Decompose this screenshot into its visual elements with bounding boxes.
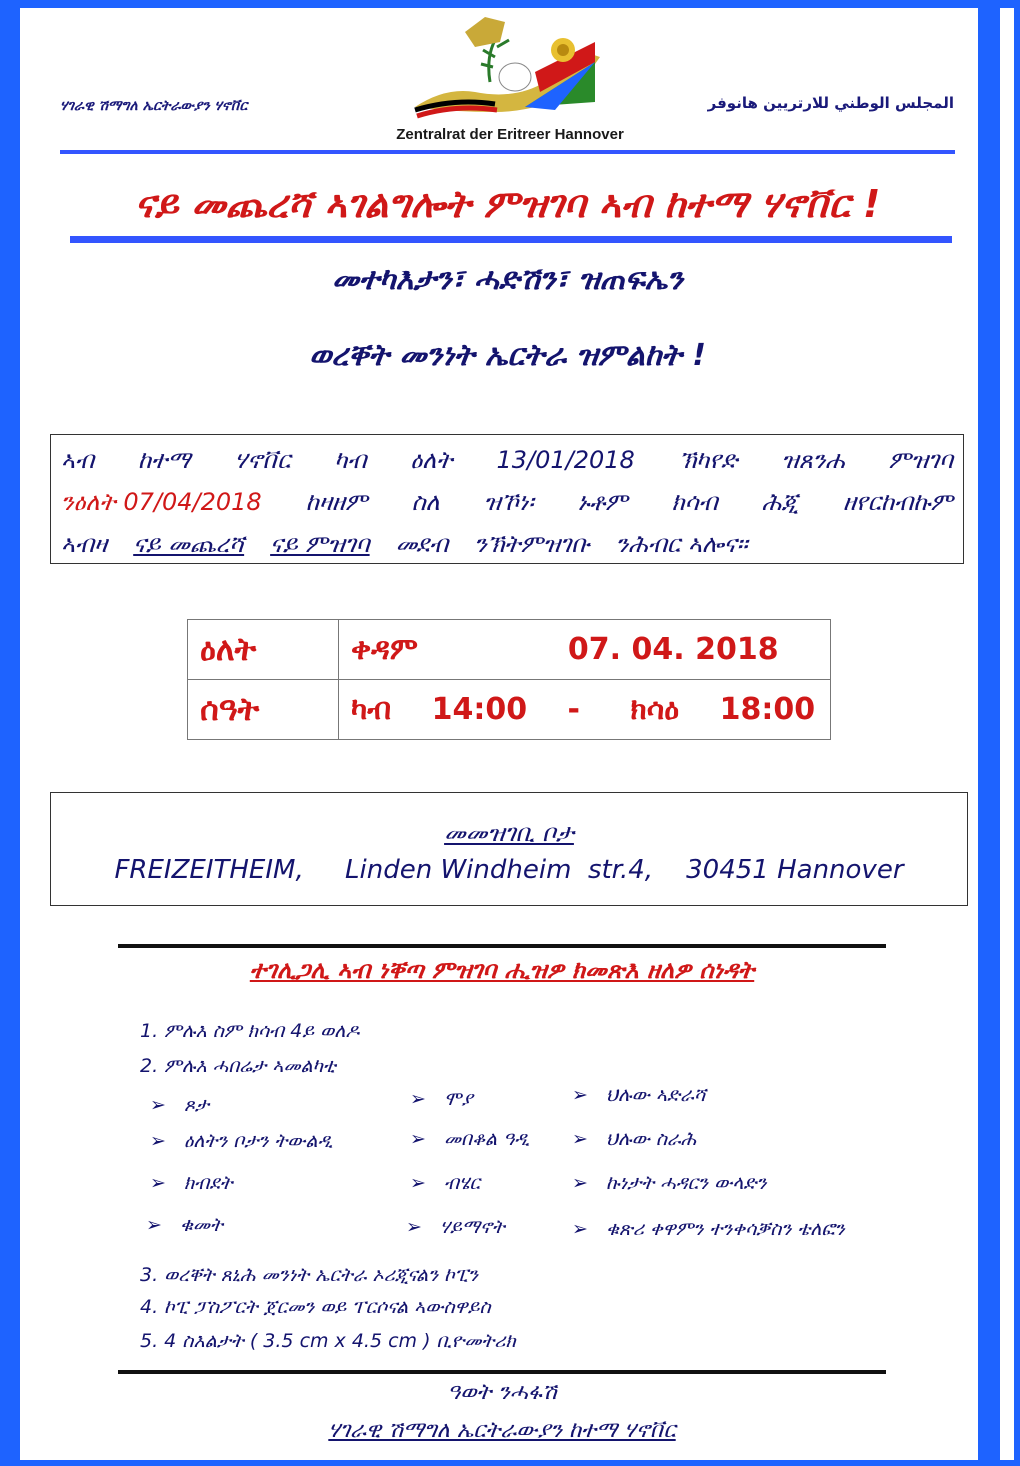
notice-word: ንሕብር ኣሎና። xyxy=(615,530,748,558)
time-dash: - xyxy=(567,692,580,727)
notice-word: ኽካየድ xyxy=(678,446,738,474)
arrow-bullet-icon: ➢ xyxy=(410,1128,426,1150)
date-cell xyxy=(339,620,831,680)
bullet-item xyxy=(146,1214,223,1236)
notice-word: ንኽትምዝገቡ xyxy=(474,530,590,558)
date-label: ዕለት xyxy=(188,620,339,680)
requirements-bottom-rule xyxy=(118,1370,886,1374)
arrow-bullet-icon: ➢ xyxy=(406,1216,422,1238)
notice-line-2 xyxy=(61,481,953,523)
bullet-label: ቁመት xyxy=(180,1214,223,1236)
requirement-item-2: 2. ምሉእ ሓበሬታ ኣመልካቲ xyxy=(140,1055,336,1077)
notice-word: ክሳብ xyxy=(671,488,718,516)
bullet-label: ሞያ xyxy=(444,1088,473,1110)
bullet-label: ቁጽሪ ቀዋምን ተንቀሳቓስን ቴለፎን xyxy=(606,1218,845,1240)
arrow-bullet-icon: ➢ xyxy=(572,1084,588,1106)
requirement-item-4: 4. ኮፒ ፓስፖርት ጀርመን ወይ ፐርሶናል ኣውስዋይስ xyxy=(140,1296,491,1318)
header-right-org: المجلس الوطني للارتريين هانوفر xyxy=(707,94,954,112)
notice-underlined-final: ናይ መጨረሻ xyxy=(133,530,245,558)
notice-word: ከተማ xyxy=(138,446,191,474)
header-divider xyxy=(60,150,955,154)
requirement-item-1: 1. ምሉእ ስም ክሳብ 4ይ ወለዶ xyxy=(140,1020,360,1042)
arrow-bullet-icon: ➢ xyxy=(150,1094,166,1116)
title-underline xyxy=(70,236,952,243)
notice-word: መደብ xyxy=(395,530,449,558)
time-cell xyxy=(339,680,831,740)
arrow-bullet-icon: ➢ xyxy=(572,1128,588,1150)
bullet-item xyxy=(150,1172,233,1194)
subtitle-line-1: መተካእታን፣ ሓድሽን፣ ዝጠፍኤን xyxy=(331,262,683,297)
requirement-item-3: 3. ወረቐት ጸኒሕ መንነት ኤርትራ ኦሪጂናልን ኮፒን xyxy=(140,1264,479,1286)
arrow-bullet-icon: ➢ xyxy=(572,1172,588,1194)
bullet-item xyxy=(410,1172,480,1194)
notice-word: ሃኖቨር xyxy=(234,446,291,474)
notice-word: ዘየርከብኩም xyxy=(843,488,953,516)
location-box xyxy=(50,792,968,906)
frame-bottom-border xyxy=(0,1460,1020,1466)
bullet-label: ኩነታት ሓዳርን ውላድን xyxy=(606,1172,767,1194)
bullet-label: ህሉው ስራሕ xyxy=(606,1128,697,1150)
notice-start-date: 13/01/2018 xyxy=(496,446,635,474)
bullet-item xyxy=(150,1130,333,1152)
from-time: 14:00 xyxy=(431,692,528,727)
weekday: ቀዳም xyxy=(351,632,418,667)
bullet-item xyxy=(572,1084,706,1106)
signature-slogan: ዓወት ንሓፋሽ xyxy=(447,1380,557,1405)
header-left-org: ሃገራዊ ሽማግለ ኤርትራውያን ሃኖቨር xyxy=(60,98,248,114)
notice-word: ኑቶም xyxy=(577,488,628,516)
notice-word: ምዝገባ xyxy=(888,446,953,474)
bullet-label: መበቆል ዓዲ xyxy=(444,1128,530,1150)
notice-word: ስለ xyxy=(411,488,440,516)
requirement-item-5: 5. 4 ስእልታት ( 3.5 cm x 4.5 cm ) ቢዮመትሪክ xyxy=(140,1330,516,1352)
notice-word: ዝጸንሐ xyxy=(781,446,845,474)
schedule-table xyxy=(187,619,831,740)
to-label: ክሳዕ xyxy=(630,692,680,727)
frame-right-border xyxy=(978,0,1000,1466)
eritrea-map-logo xyxy=(405,12,605,122)
arrow-bullet-icon: ➢ xyxy=(572,1218,588,1240)
notice-box xyxy=(50,434,964,564)
notice-word: ኣብዛ xyxy=(61,530,108,558)
schedule-row-time xyxy=(188,680,831,740)
arrow-bullet-icon: ➢ xyxy=(410,1088,426,1110)
notice-word: ሕጂ xyxy=(761,488,799,516)
bullet-item xyxy=(572,1172,767,1194)
bullet-item xyxy=(406,1216,505,1238)
notice-word: ካብ xyxy=(334,446,367,474)
notice-end-date: ንዕለት 07/04/2018 xyxy=(61,488,262,516)
bullet-label: ዕለትን ቦታን ትውልዲ xyxy=(184,1130,333,1152)
subtitle-line-2: ወረቐት መንነት ኤርትራ ዝምልከት ! xyxy=(309,338,706,373)
notice-word: ዝኾነ፡ xyxy=(483,488,534,516)
notice-line-1 xyxy=(61,439,953,481)
bullet-label: ህሉው ኣድራሻ xyxy=(606,1084,706,1106)
bullet-item xyxy=(150,1094,209,1116)
bullet-item xyxy=(572,1218,845,1240)
frame-top-border xyxy=(0,0,1020,8)
notice-underlined-registration: ናይ ምዝገባ xyxy=(270,530,370,558)
notice-word: ኣብ xyxy=(61,446,95,474)
arrow-bullet-icon: ➢ xyxy=(150,1172,166,1194)
time-label: ሰዓት xyxy=(188,680,339,740)
bullet-label: ክብደት xyxy=(184,1172,233,1194)
location-heading: መመዝገቢ ቦታ xyxy=(444,819,574,847)
bullet-item xyxy=(410,1088,473,1110)
to-time: 18:00 xyxy=(719,692,816,727)
logo-caption: Zentralrat der Eritreer Hannover xyxy=(396,126,624,143)
location-address: FREIZEITHEIM, Linden Windheim str.4, 30451 Hannover xyxy=(114,855,904,885)
date-value: 07. 04. 2018 xyxy=(567,632,779,667)
notice-line-3 xyxy=(61,523,953,565)
notice-word: ከዛዘም xyxy=(305,488,368,516)
schedule-row-date xyxy=(188,620,831,680)
bullet-label: ጾታ xyxy=(184,1094,210,1116)
requirements-title: ተገሊጋሊ ኣብ ነቐጣ ምዝገባ ሒዝዎ ክመጽእ ዘለዎ ሰነዳት xyxy=(249,956,755,984)
bullet-label: ብሄር xyxy=(444,1172,480,1194)
arrow-bullet-icon: ➢ xyxy=(410,1172,426,1194)
from-label: ካብ xyxy=(351,692,392,727)
bullet-item xyxy=(410,1128,529,1150)
arrow-bullet-icon: ➢ xyxy=(150,1130,166,1152)
arrow-bullet-icon: ➢ xyxy=(146,1214,162,1236)
frame-left-border xyxy=(0,0,20,1466)
signature-org: ሃገራዊ ሽማግለ ኤርትራውያን ከተማ ሃኖቨር xyxy=(328,1418,676,1443)
bullet-label: ሃይማኖት xyxy=(440,1216,505,1238)
notice-word: ዕለት xyxy=(410,446,453,474)
bullet-item xyxy=(572,1128,696,1150)
frame-right-edge xyxy=(1014,0,1020,1466)
requirements-top-rule xyxy=(118,944,886,948)
page-title: ናይ መጨረሻ ኣገልግሎት ምዝገባ ኣብ ከተማ ሃኖቨር ! xyxy=(134,182,881,226)
